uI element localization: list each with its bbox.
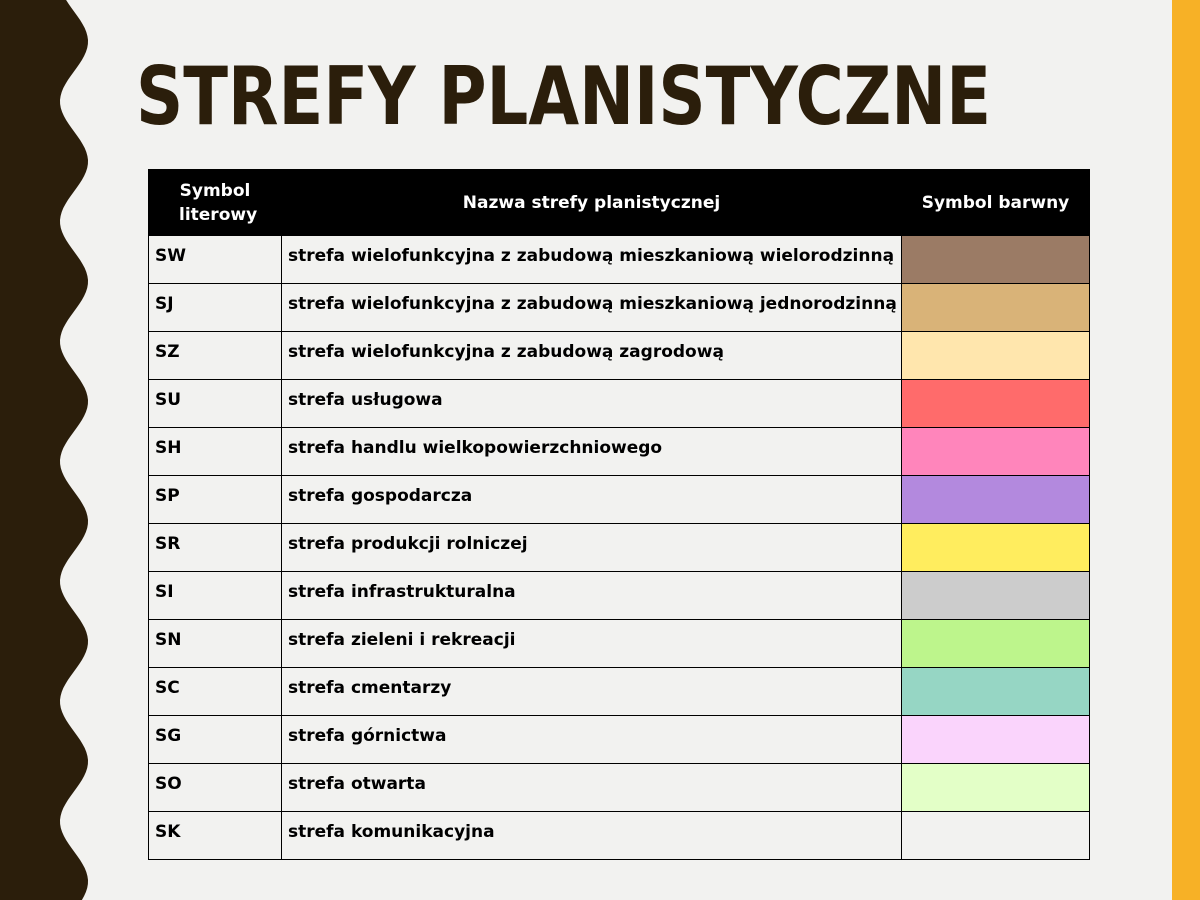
zone-symbol: SW (149, 236, 282, 284)
zone-name: strefa handlu wielkopowierzchniowego (282, 428, 902, 476)
table-row (149, 716, 1090, 764)
zone-name: strefa górnictwa (282, 716, 902, 764)
table-row (149, 236, 1090, 284)
page-title: STREFY PLANISTYCZNE (136, 50, 992, 143)
zone-color-swatch (902, 716, 1090, 764)
table-header (149, 170, 1090, 236)
table-row (149, 524, 1090, 572)
table-row (149, 332, 1090, 380)
zone-symbol: SN (149, 620, 282, 668)
zone-symbol: SP (149, 476, 282, 524)
table-row (149, 764, 1090, 812)
zones-table (148, 169, 1090, 860)
zone-symbol: SU (149, 380, 282, 428)
table-body (149, 236, 1090, 860)
table-row (149, 620, 1090, 668)
header-name: Nazwa strefy planistycznej (282, 170, 902, 236)
table-row (149, 476, 1090, 524)
table-row (149, 380, 1090, 428)
zone-name: strefa wielofunkcyjna z zabudową mieszkaniową wielorodzinną (282, 236, 902, 284)
zone-name: strefa produkcji rolniczej (282, 524, 902, 572)
zone-name: strefa wielofunkcyjna z zabudową zagrodową (282, 332, 902, 380)
zone-name: strefa zieleni i rekreacji (282, 620, 902, 668)
table-row (149, 428, 1090, 476)
zone-name: strefa komunikacyjna (282, 812, 902, 860)
table-row (149, 284, 1090, 332)
zone-color-swatch (902, 524, 1090, 572)
zone-name: strefa infrastrukturalna (282, 572, 902, 620)
zone-name: strefa wielofunkcyjna z zabudową mieszkaniową jednorodzinną (282, 284, 902, 332)
header-symbol: Symbol literowy (149, 170, 282, 236)
zone-symbol: SZ (149, 332, 282, 380)
zone-name: strefa cmentarzy (282, 668, 902, 716)
zone-color-swatch (902, 476, 1090, 524)
zone-symbol: SH (149, 428, 282, 476)
zone-color-swatch (902, 668, 1090, 716)
zone-symbol: SJ (149, 284, 282, 332)
zone-symbol: SR (149, 524, 282, 572)
right-accent-bar (1172, 0, 1200, 900)
zone-name: strefa usługowa (282, 380, 902, 428)
zone-symbol: SO (149, 764, 282, 812)
zone-symbol: SI (149, 572, 282, 620)
zone-symbol: SC (149, 668, 282, 716)
zone-color-swatch (902, 428, 1090, 476)
header-color: Symbol barwny (902, 170, 1090, 236)
zone-symbol: SG (149, 716, 282, 764)
zone-color-swatch (902, 620, 1090, 668)
zone-name: strefa otwarta (282, 764, 902, 812)
zone-name: strefa gospodarcza (282, 476, 902, 524)
header-row (149, 170, 1090, 236)
zone-color-swatch (902, 764, 1090, 812)
zone-color-swatch (902, 284, 1090, 332)
wave-shape (0, 0, 88, 900)
zone-color-swatch (902, 812, 1090, 860)
zone-color-swatch (902, 236, 1090, 284)
zone-symbol: SK (149, 812, 282, 860)
zone-color-swatch (902, 380, 1090, 428)
zone-color-swatch (902, 572, 1090, 620)
table-row (149, 572, 1090, 620)
left-wavy-border (0, 0, 110, 900)
table-row (149, 668, 1090, 716)
table-row (149, 812, 1090, 860)
zone-color-swatch (902, 332, 1090, 380)
